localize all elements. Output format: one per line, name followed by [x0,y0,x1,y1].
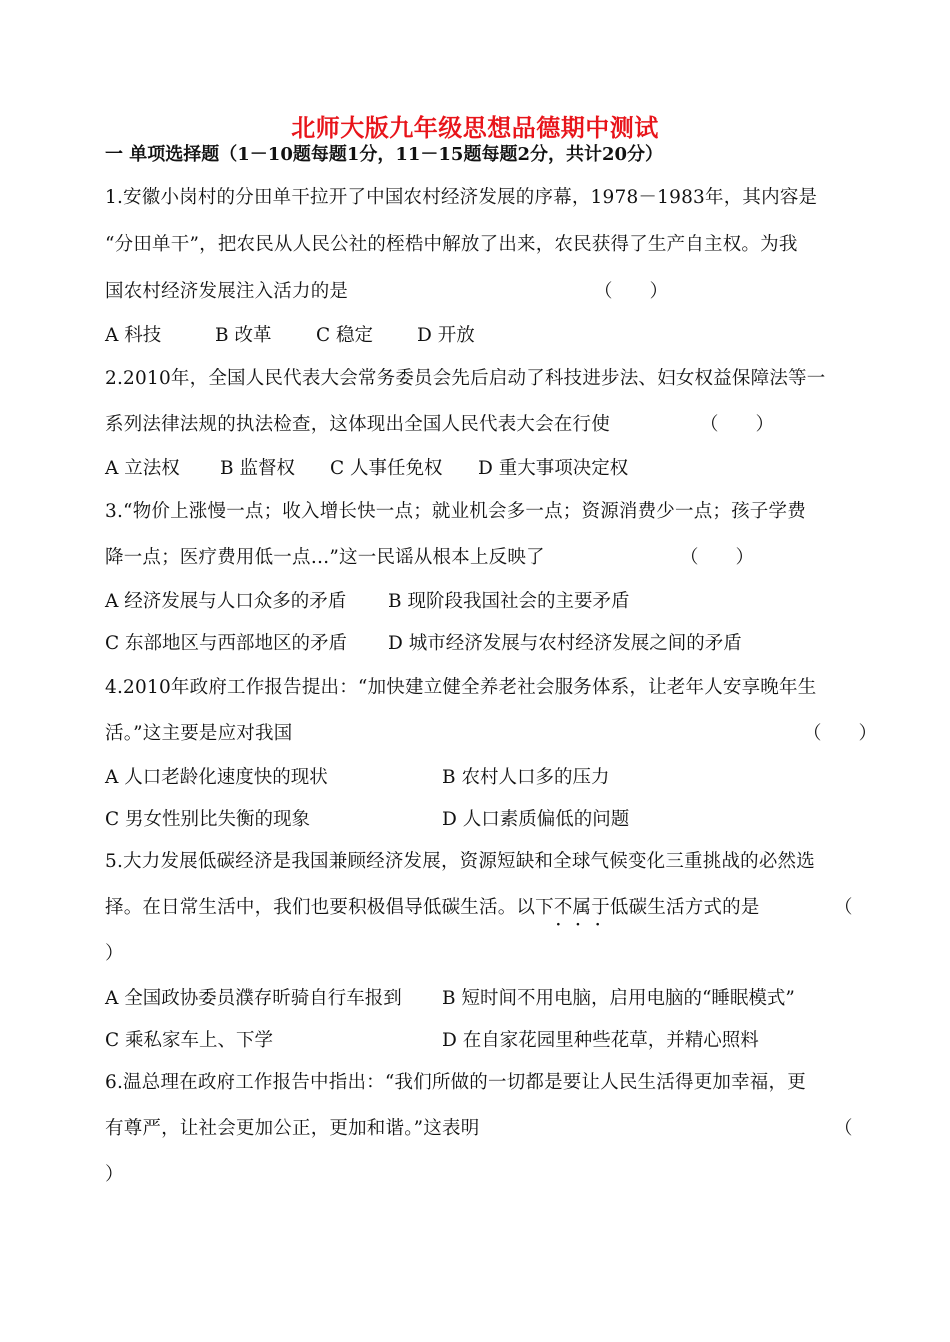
section-heading: 一 单项选择题（1－10题每题1分，11－15题每题2分，共计20分） [105,144,664,165]
option-c: C 男女性别比失衡的现象 [105,809,311,830]
question-1-line-3: 国农村经济发展注入活力的是 [105,281,349,302]
question-4-line-2: 活。”这主要是应对我国 [105,723,293,744]
question-2-line-1: 2.2010年，全国人民代表大会常务委员会先后启动了科技进步法、妇女权益保障法等一 [105,368,826,389]
question-2-line-2: 系列法律法规的执法检查，这体现出全国人民代表大会在行使 [105,414,610,435]
question-1-line-2: “分田单干”，把农民从人民公社的桎梏中解放了出来，农民获得了生产自主权。为我 [105,234,798,255]
answer-parenthesis: （ ） [594,281,669,302]
question-5-line-2 [105,896,760,920]
emphasis-not-belong: 不属于 · · · [554,897,610,918]
option-b: B 农村人口多的压力 [442,767,610,788]
question-3-line-2: 降一点；医疗费用低一点…”这一民谣从根本上反映了 [105,547,545,568]
option-c: C 乘私家车上、下学 [105,1030,274,1051]
option-d: D 在自家花园里种些花草，并精心照料 [442,1030,759,1051]
option-a: A 立法权 [105,458,180,479]
question-4-line-1: 4.2010年政府工作报告提出：“加快建立健全养老社会服务体系，让老年人安享晚年生 [105,677,817,698]
option-b: B 短时间不用电脑，启用电脑的“睡眠模式” [442,988,795,1009]
answer-parenthesis-close: ） [105,943,124,964]
question-3-line-1: 3.“物价上涨慢一点；收入增长快一点；就业机会多一点；资源消费少一点；孩子学费 [105,501,806,522]
answer-parenthesis: （ ） [700,414,775,435]
option-c: C 稳定 [316,325,374,346]
option-a: A 人口老龄化速度快的现状 [105,767,328,788]
question-5-text-c: 低碳生活方式的是 [609,897,760,918]
option-b: B 改革 [215,325,272,346]
option-a: A 全国政协委员濮存昕骑自行车报到 [105,988,402,1009]
option-d: D 人口素质偏低的问题 [442,809,630,830]
answer-parenthesis: （ ） [803,723,878,744]
option-d: D 重大事项决定权 [478,458,629,479]
question-6-line-1: 6.温总理在政府工作报告中指出：“我们所做的一切都是要让人民生活得更加幸福，更 [105,1072,806,1093]
option-b: B 现阶段我国社会的主要矛盾 [388,591,630,612]
answer-parenthesis: （ ） [680,547,755,568]
option-a: A 经济发展与人口众多的矛盾 [105,591,347,612]
question-1-line-1: 1.安徽小岗村的分田单干拉开了中国农村经济发展的序幕，1978－1983年，其内容是 [105,187,818,208]
answer-parenthesis-close: ） [105,1164,124,1185]
option-d: D 城市经济发展与农村经济发展之间的矛盾 [388,633,742,654]
option-a: A 科技 [105,325,162,346]
document-title: 北师大版九年级思想品德期中测试 [291,113,659,142]
option-d: D 开放 [417,325,475,346]
question-6-line-2: 有尊严，让社会更加公正，更加和谐。”这表明 [105,1118,480,1139]
option-c: C 人事任免权 [330,458,443,479]
question-5-text-a: 择。在日常生活中，我们也要积极倡导低碳生活。以下 [105,897,554,918]
option-c: C 东部地区与西部地区的矛盾 [105,633,348,654]
option-b: B 监督权 [220,458,295,479]
question-5-line-1: 5.大力发展低碳经济是我国兼顾经济发展，资源短缺和全球气候变化三重挑战的必然选 [105,851,815,872]
answer-parenthesis-open: （ [834,1118,853,1139]
answer-parenthesis-open: （ [834,897,853,918]
